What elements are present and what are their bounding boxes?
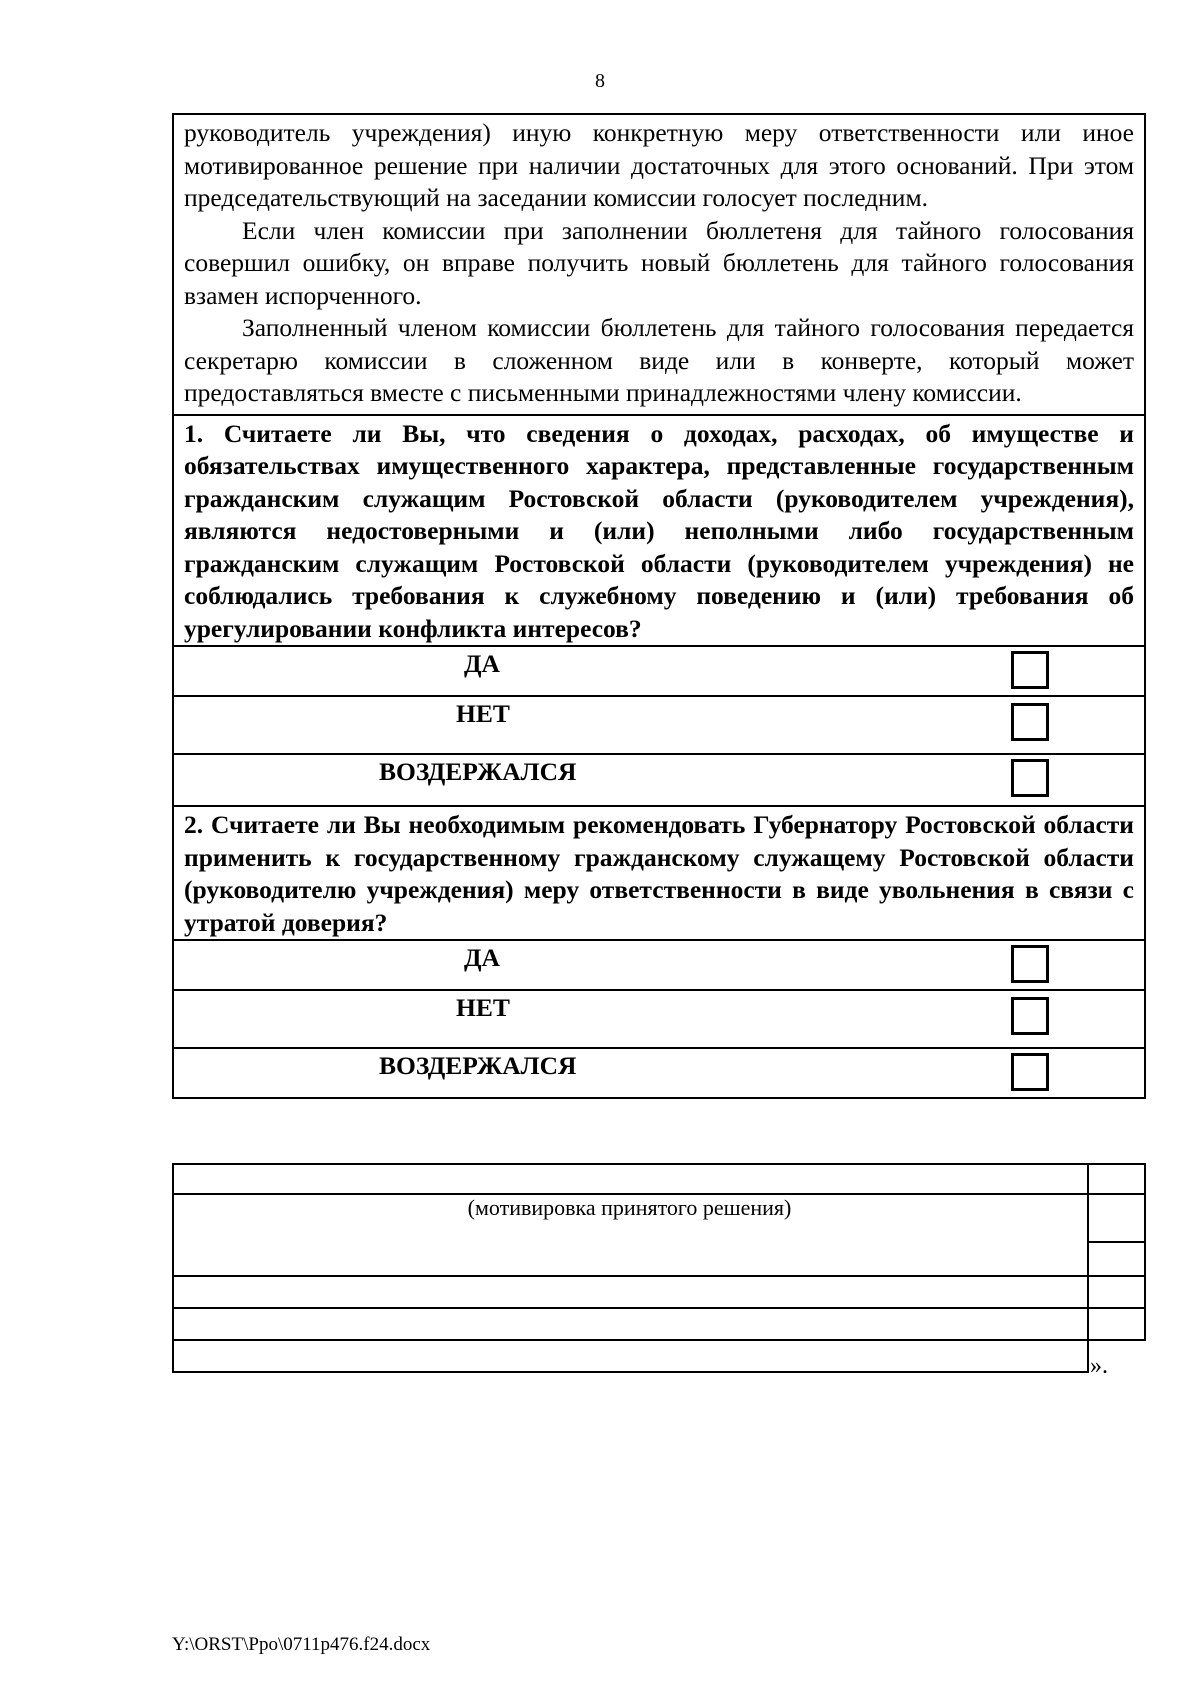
option-label: ДА [464,943,500,972]
intro-text [174,115,1144,414]
motivation-line-4[interactable] [172,1309,1089,1341]
question-2-text: 2. Считаете ли Вы необходимым рекомендовать Губернатору Ростовской области применить к государственному гражданскому служащему Ростовской области (руководителю учреждения) меру ответственности в виде увольнения в связи с утратой доверия? [174,805,1144,939]
motivation-line-1[interactable] [172,1163,1089,1195]
option-label: ВОЗДЕРЖАЛСЯ [379,1051,577,1080]
motivation-side-cell-3 [1087,1243,1146,1277]
option-label: ДА [464,649,500,678]
question-1-text: 1. Считаете ли Вы, что сведения о доходах, расходах, об имуществе и обязательствах имущественного характера, представленные государственным гражданским служащим Ростовской области (руководителем учреждения), являются недостоверными и (или) неполными либо государственным гражданским служащим Ростовской области (руководителем учреждения) не соблюдались требования к служебному поведению и (или) требования об урегулировании конфликта интересов? [174,414,1144,646]
q2-option-no [174,989,1144,1047]
option-label: НЕТ [456,699,510,728]
q2-abstain-checkbox[interactable] [1011,1053,1049,1091]
closing-quote: ». [1090,1353,1108,1379]
q1-option-yes [174,645,1144,695]
q2-no-checkbox[interactable] [1011,997,1049,1035]
q2-option-abstain [174,1047,1144,1097]
footer-file-path: Y:\ORST\Ppo\0711p476.f24.docx [172,1634,431,1655]
ballot-frame [172,113,1146,1099]
intro-paragraph-1: руководитель учреждения) иную конкретную меру ответственности или иное мотивированное решение при наличии достаточных для этого оснований. При этом председательствующий на заседании комиссии голосует последним. [184,118,1134,212]
motivation-side-cell-1 [1087,1163,1146,1195]
intro-paragraph-2: Если член комиссии при заполнении бюллетеня для тайного голосования совершил ошибку, он вправе получить новый бюллетень для тайного голосования взамен испорченного. [184,215,1134,310]
q2-option-yes [174,939,1144,989]
option-label: ВОЗДЕРЖАЛСЯ [379,757,577,786]
motivation-line-5[interactable] [172,1341,1089,1373]
motivation-line-2[interactable] [172,1243,1089,1277]
motivation-side-cell-2 [1087,1195,1146,1243]
q1-abstain-checkbox[interactable] [1011,759,1049,797]
q1-option-no [174,695,1144,753]
motivation-caption: (мотивировка принятого решения) [467,1195,792,1220]
motivation-line-3[interactable] [172,1277,1089,1309]
motivation-side-cell-5 [1087,1309,1146,1341]
motivation-side-cell-4 [1087,1277,1146,1309]
q1-option-abstain [174,753,1144,805]
page-number: 8 [595,70,605,92]
option-label: НЕТ [456,993,510,1022]
q1-yes-checkbox[interactable] [1011,651,1049,689]
q2-yes-checkbox[interactable] [1011,945,1049,983]
motivation-left-rule [172,1195,174,1243]
q1-no-checkbox[interactable] [1011,703,1049,741]
intro-paragraph-3: Заполненный членом комиссии бюллетень для тайного голосования передается секретарю комиссии в сложенном виде или в конверте, который может предоставляться вместе с письменными принадлежностями члену комиссии. [184,313,1134,407]
